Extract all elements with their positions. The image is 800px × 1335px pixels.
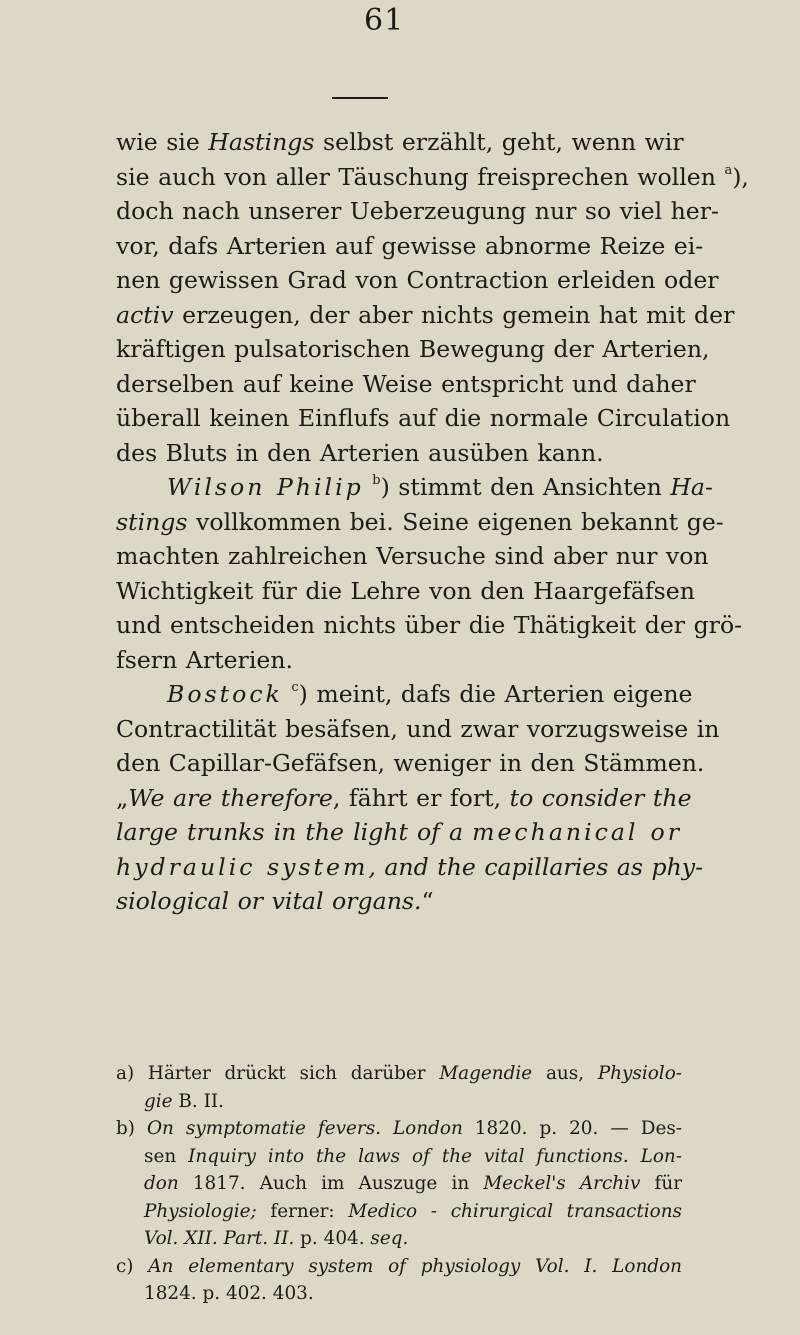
text-run: fsern Arterien.	[116, 645, 294, 674]
text-line	[116, 608, 743, 643]
text-line	[116, 643, 682, 678]
text-run: und entscheiden nichts über die Thätigkeit der grö-	[116, 611, 743, 639]
text-line	[116, 332, 710, 367]
text-line	[116, 1088, 682, 1116]
text-run: vor, dafs Arterien auf gewisse abnorme Reize ei-	[116, 231, 704, 260]
text-line	[116, 781, 692, 816]
text-run: sie auch von aller Täuschung freisprechen wollen	[116, 162, 725, 191]
page-number-rule	[332, 97, 388, 99]
text-line	[116, 539, 709, 574]
text-run: b)	[116, 1118, 147, 1139]
text-line	[116, 1143, 682, 1171]
italic-run: Medico - chirurgical transactions	[348, 1200, 682, 1222]
italic-run: seq.	[370, 1228, 409, 1249]
italic-run: Inquiry into the laws of the vital functions. Lon-	[188, 1145, 682, 1167]
italic-run: Meckel's Archiv	[483, 1173, 641, 1194]
italic-run: don	[144, 1173, 179, 1194]
text-line	[116, 815, 682, 850]
italic-run: Physiologie;	[144, 1200, 257, 1222]
text-run: “	[421, 887, 434, 915]
text-run: c)	[116, 1255, 149, 1277]
text-line	[116, 1253, 682, 1281]
text-line	[116, 746, 705, 781]
italic-run: An elementary system of physiology Vol. I. London	[148, 1255, 683, 1277]
italic-run: to consider the	[509, 783, 692, 812]
italic-run: large trunks in the light of a	[116, 818, 473, 846]
text-run: ) stimmt den Ansichten	[380, 473, 671, 501]
text-run: nen gewissen Grad von Contraction erleiden oder	[116, 266, 719, 294]
page-number: 61	[364, 3, 405, 38]
italic-run: On symptomatie fevers. London	[146, 1118, 463, 1139]
text-line	[116, 229, 704, 264]
footnote-marker: c	[291, 680, 299, 696]
text-line	[116, 505, 724, 540]
text-run: 1817. Auch im Auszuge in	[178, 1173, 484, 1194]
text-run: „	[116, 783, 129, 812]
spaced-italic-name: mechanical or	[472, 818, 682, 846]
text-run: vollkommen bei. Seine eigenen bekannt ge-	[187, 507, 724, 536]
italic-run: Ha-	[670, 473, 713, 501]
text-line	[116, 160, 749, 195]
text-line	[116, 712, 720, 747]
text-run: für	[640, 1173, 682, 1194]
text-run: machten zahlreichen Versuche sind aber nur von	[116, 542, 709, 570]
text-run: selbst erzählt, geht, wenn wir	[314, 128, 684, 156]
text-line	[116, 263, 719, 298]
text-run: den Capillar-Gefäfsen, weniger in den Stämmen.	[116, 749, 705, 777]
text-run: derselben auf keine Weise entspricht und daher	[116, 369, 696, 398]
text-run: p. 404.	[294, 1228, 371, 1249]
footnotes	[116, 1060, 682, 1308]
italic-run: Magendie	[439, 1063, 533, 1084]
footnote-marker: a	[724, 162, 733, 178]
text-run: doch nach unserer Ueberzeugung nur so viel her-	[116, 197, 720, 225]
text-run	[116, 473, 167, 501]
text-line	[116, 1060, 682, 1088]
text-run: , fährt er fort,	[332, 783, 510, 812]
text-run: überall keinen Einflufs auf die normale Circulation	[116, 404, 731, 432]
text-line	[116, 401, 731, 436]
text-line	[116, 470, 713, 505]
text-line	[116, 1198, 682, 1226]
text-line	[116, 367, 696, 402]
text-run: kräftigen pulsatorischen Bewegung der Arterien,	[116, 335, 710, 363]
text-line	[116, 1280, 682, 1308]
italic-run: siological or vital organs.	[116, 887, 422, 915]
text-run: ferner:	[256, 1200, 349, 1222]
text-run: ) meint, dafs die Arterien eigene	[298, 680, 693, 708]
text-line	[116, 850, 704, 885]
text-run: sen	[144, 1145, 189, 1167]
text-line	[116, 677, 693, 712]
spaced-italic-name: Wilson Philip	[167, 473, 364, 501]
text-run	[116, 680, 167, 708]
italic-run: We are therefore	[128, 783, 333, 812]
text-run	[364, 473, 373, 501]
italic-run: , and the capillaries as phy-	[368, 852, 704, 881]
text-line	[116, 1170, 682, 1198]
spaced-italic-name: Bostock	[167, 680, 283, 708]
text-run: Wichtigkeit für die Lehre von den Haargefäfsen	[116, 576, 695, 605]
text-line	[116, 194, 720, 229]
text-line	[116, 1115, 682, 1143]
text-line	[116, 1225, 682, 1253]
text-line	[116, 574, 695, 609]
text-line	[116, 125, 682, 160]
text-run: Contractilität besäfsen, und zwar vorzugsweise in	[116, 714, 720, 743]
text-run: des Bluts in den Arterien ausüben kann.	[116, 438, 604, 467]
italic-run: activ	[116, 300, 174, 329]
text-run: erzeugen, der aber nichts gemein hat mit der	[173, 300, 735, 329]
text-run: a) Härter drückt sich darüber	[116, 1063, 440, 1084]
footnote-marker: b	[372, 473, 381, 489]
italic-run: Vol. XII. Part. II.	[144, 1228, 295, 1249]
italic-run: gie	[144, 1090, 173, 1112]
text-line	[116, 436, 682, 471]
italic-run: Physiolo-	[597, 1063, 682, 1084]
text-run: B. II.	[172, 1090, 224, 1112]
text-line	[116, 884, 682, 919]
text-run: 1824. p. 402. 403.	[144, 1283, 314, 1304]
body-text	[116, 125, 749, 919]
italic-run: Hastings	[208, 128, 315, 156]
text-run: aus,	[532, 1063, 598, 1084]
italic-run: stings	[116, 507, 188, 536]
spaced-italic-name: hydraulic system	[116, 852, 369, 881]
text-run: wie sie	[116, 128, 209, 156]
text-line	[116, 298, 735, 333]
text-run: 1820. p. 20. — Des-	[462, 1118, 682, 1139]
text-run: ),	[732, 162, 749, 191]
